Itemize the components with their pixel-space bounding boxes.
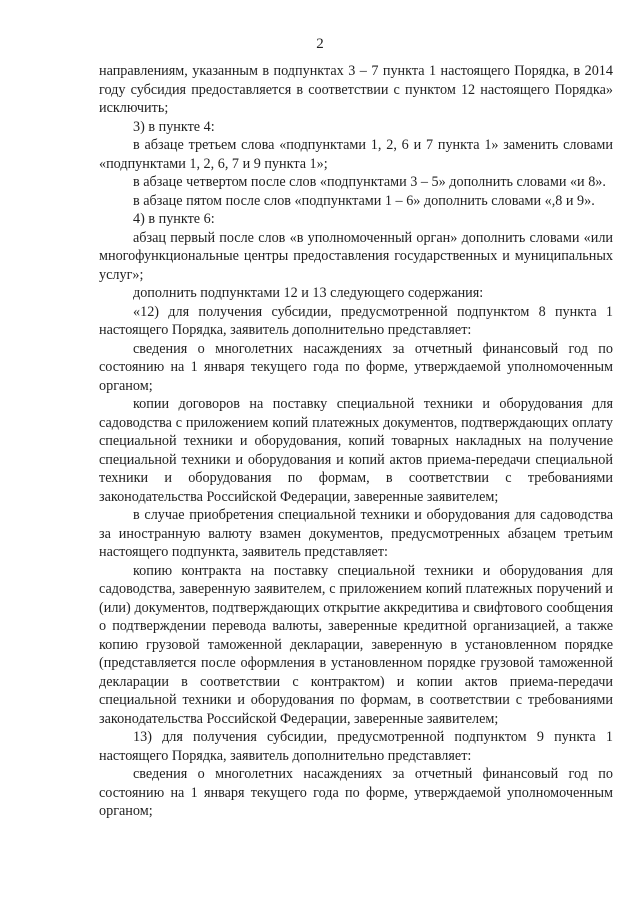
paragraph: в случае приобретения специальной техники и оборудования для садоводства за иностранную валюту взамен документов, предусмотренных абзацем третьим настоящего подпункта, заявитель представляет: (99, 507, 613, 560)
paragraph: дополнить подпунктами 12 и 13 следующего содержания: (133, 285, 484, 301)
paragraph: в абзаце пятом после слов «подпунктами 1 – 6» дополнить словами «,8 и 9». (133, 192, 595, 209)
paragraph: сведения о многолетних насаждениях за отчетный финансовый год по состоянию на 1 января текущего года по форме, утверждаемой уполномоченным органом; (99, 340, 613, 394)
paragraph: 4) в пункте 6: (133, 211, 215, 227)
paragraph: в абзаце третьем слова «подпунктами 1, 2, 6 и 7 пункта 1» заменить словами «подпунктами 1, 2, 6, 7 и 9 пункта 1»; (99, 137, 613, 172)
paragraph: 13) для получения субсидии, предусмотренной подпунктом 9 пункта 1 настоящего Порядка, заявитель дополнительно представляет: (99, 729, 613, 764)
paragraph: копию контракта на поставку специальной техники и оборудования для садоводства, заверенную заявителем, с приложением копий платежных поручений и (или) документов, подтверждающих открытие аккредитива и свифтового сообщения о подтверждении перевода валюты, заверенные кредитной организацией, а также копию грузовой таможенной декларации, заверенную в установленном порядке (представляется после оформления в установленном порядке грузовой таможенной декларации в соответствии с контрактом) и копии актов приема-передачи специальной техники и оборудования по формам, в соответствии с требованиями законодательства Российской Федерации, заверенные заявителем; (99, 562, 613, 727)
page-number: 2 (316, 36, 324, 52)
paragraph: копии договоров на поставку специальной техники и оборудования для садоводства с приложением копий платежных документов, подтверждающих оплату специальной техники и оборудования, копий товарных накладных на получение специальной техники и оборудования и копий актов приема-передачи специальной техники и оборудования по формам, в соответствии с требованиями законодательства Российской Федерации, заверенные заявителем; (99, 396, 613, 505)
paragraph: «12) для получения субсидии, предусмотренной подпунктом 8 пункта 1 настоящего Порядка, заявитель дополнительно представляет: (99, 303, 613, 338)
paragraph: сведения о многолетних насаждениях за отчетный финансовый год по состоянию на 1 января текущего года по форме, утверждаемой уполномоченным органом; (99, 766, 613, 819)
paragraph: в абзаце четвертом после слов «подпунктами 3 – 5» дополнить словами «и 8». (133, 174, 606, 190)
paragraph: абзац первый после слов «в уполномоченный орган» дополнить словами «или многофункциональные центры предоставления государственных и муниципальных услуг»; (99, 229, 613, 283)
document-body (99, 62, 613, 821)
paragraph: 3) в пункте 4: (133, 118, 215, 135)
paragraph: направлениям, указанным в подпунктах 3 – 7 пункта 1 настоящего Порядка, в 2014 году субсидия предоставляется в соответствии с пунктом 12 настоящего Порядка» исключить; (99, 63, 613, 116)
